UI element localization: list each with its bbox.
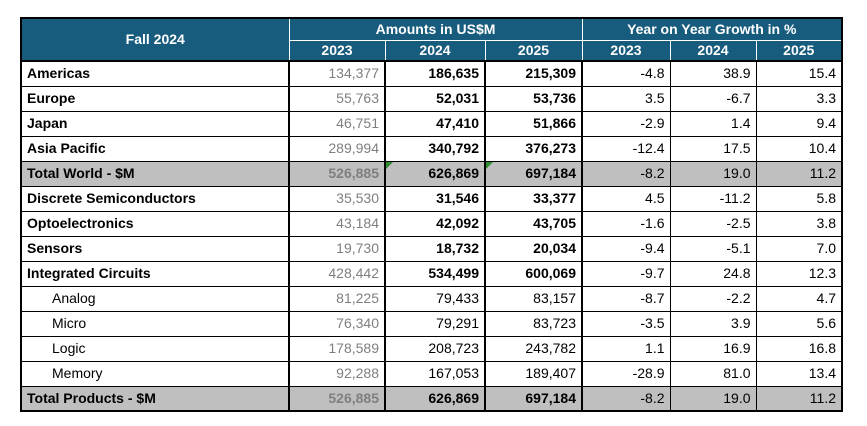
table-row xyxy=(21,61,842,86)
amount-2023-cell: 526,885 xyxy=(289,161,385,186)
row-label: Integrated Circuits xyxy=(21,261,289,286)
table-row xyxy=(21,236,842,261)
amount-2023-cell: 134,377 xyxy=(289,61,385,86)
table-row xyxy=(21,186,842,211)
amount-2025-cell: 600,069 xyxy=(485,261,582,286)
table-title: Fall 2024 xyxy=(21,18,289,61)
growth-2023-cell: -1.6 xyxy=(582,211,670,236)
row-label: Analog xyxy=(21,286,289,311)
row-label: Memory xyxy=(21,361,289,386)
row-label: Logic xyxy=(21,336,289,361)
growth-2024-cell: 38.9 xyxy=(670,61,756,86)
amount-2025-cell: 43,705 xyxy=(485,211,582,236)
growth-2025-cell: 5.8 xyxy=(756,186,842,211)
table-row xyxy=(21,136,842,161)
amount-2024-cell: 52,031 xyxy=(385,86,485,111)
growth-2024-cell: -2.2 xyxy=(670,286,756,311)
error-flag-icon xyxy=(386,162,393,169)
growth-2023-cell: 1.1 xyxy=(582,336,670,361)
row-label: Discrete Semiconductors xyxy=(21,186,289,211)
growth-2025-cell: 9.4 xyxy=(756,111,842,136)
amount-2024-cell: 626,869 xyxy=(385,386,485,411)
growth-2023-cell: -4.8 xyxy=(582,61,670,86)
table-row xyxy=(21,386,842,411)
amount-2025-cell: 376,273 xyxy=(485,136,582,161)
row-label: Asia Pacific xyxy=(21,136,289,161)
amount-2023-cell: 428,442 xyxy=(289,261,385,286)
amount-2025-cell: 189,407 xyxy=(485,361,582,386)
amount-2025-cell: 33,377 xyxy=(485,186,582,211)
row-label: Total World - $M xyxy=(21,161,289,186)
growth-2023-cell: -28.9 xyxy=(582,361,670,386)
table-row xyxy=(21,211,842,236)
growth-2024-cell: 24.8 xyxy=(670,261,756,286)
amount-2025-cell: 53,736 xyxy=(485,86,582,111)
growth-2024-cell: 16.9 xyxy=(670,336,756,361)
amount-2023-cell: 46,751 xyxy=(289,111,385,136)
amount-2023-cell: 43,184 xyxy=(289,211,385,236)
table-row xyxy=(21,311,842,336)
amount-2024-cell: 79,433 xyxy=(385,286,485,311)
amount-2025-cell: 243,782 xyxy=(485,336,582,361)
growth-2023-cell: -9.4 xyxy=(582,236,670,261)
table-row xyxy=(21,86,842,111)
amount-2025-cell: 215,309 xyxy=(485,61,582,86)
error-flag-icon xyxy=(486,162,493,169)
growth-2024-cell: 17.5 xyxy=(670,136,756,161)
growth-2023-cell: 3.5 xyxy=(582,86,670,111)
growth-2023-cell: -9.7 xyxy=(582,261,670,286)
growth-group-header: Year on Year Growth in % xyxy=(582,18,842,40)
amounts-group-header: Amounts in US$M xyxy=(289,18,582,40)
growth-2023-cell: -8.7 xyxy=(582,286,670,311)
growth-2023-cell: -12.4 xyxy=(582,136,670,161)
growth-2025-cell: 15.4 xyxy=(756,61,842,86)
amount-2024-cell: 42,092 xyxy=(385,211,485,236)
row-label: Sensors xyxy=(21,236,289,261)
amount-2023-cell: 92,288 xyxy=(289,361,385,386)
growth-2025-cell: 11.2 xyxy=(756,161,842,186)
table-header xyxy=(21,18,842,61)
table-row xyxy=(21,361,842,386)
growth-2025-cell: 12.3 xyxy=(756,261,842,286)
growth-2023-cell: -3.5 xyxy=(582,311,670,336)
growth-2024-cell: 81.0 xyxy=(670,361,756,386)
amount-2025-cell: 697,184 xyxy=(485,161,582,186)
growth-2025-cell: 16.8 xyxy=(756,336,842,361)
growth-2024-cell: -2.5 xyxy=(670,211,756,236)
growth-2025-cell: 13.4 xyxy=(756,361,842,386)
amount-2023-cell: 178,589 xyxy=(289,336,385,361)
row-label: Micro xyxy=(21,311,289,336)
amount-2024-cell: 626,869 xyxy=(385,161,485,186)
growth-2024-cell: -6.7 xyxy=(670,86,756,111)
row-label: Americas xyxy=(21,61,289,86)
amounts-year-2023-header: 2023 xyxy=(289,40,385,61)
amount-2023-cell: 55,763 xyxy=(289,86,385,111)
growth-2023-cell: 4.5 xyxy=(582,186,670,211)
amount-2023-cell: 289,994 xyxy=(289,136,385,161)
forecast-table xyxy=(20,17,843,412)
amount-2024-cell: 47,410 xyxy=(385,111,485,136)
growth-year-2023-header: 2023 xyxy=(582,40,670,61)
amount-2023-cell: 76,340 xyxy=(289,311,385,336)
amount-2025-cell: 83,723 xyxy=(485,311,582,336)
growth-year-2024-header: 2024 xyxy=(670,40,756,61)
amounts-year-2024-header: 2024 xyxy=(385,40,485,61)
amount-2023-cell: 81,225 xyxy=(289,286,385,311)
growth-2024-cell: -5.1 xyxy=(670,236,756,261)
table-row xyxy=(21,261,842,286)
amount-2025-cell: 697,184 xyxy=(485,386,582,411)
growth-2023-cell: -2.9 xyxy=(582,111,670,136)
amount-2024-cell: 186,635 xyxy=(385,61,485,86)
growth-2025-cell: 3.3 xyxy=(756,86,842,111)
growth-year-2025-header: 2025 xyxy=(756,40,842,61)
growth-2024-cell: 19.0 xyxy=(670,386,756,411)
growth-2025-cell: 7.0 xyxy=(756,236,842,261)
amount-2024-cell: 208,723 xyxy=(385,336,485,361)
amount-2024-cell: 31,546 xyxy=(385,186,485,211)
row-label: Optoelectronics xyxy=(21,211,289,236)
growth-2025-cell: 3.8 xyxy=(756,211,842,236)
table-row xyxy=(21,286,842,311)
growth-2024-cell: 19.0 xyxy=(670,161,756,186)
table-row xyxy=(21,336,842,361)
amount-2025-cell: 51,866 xyxy=(485,111,582,136)
growth-2025-cell: 4.7 xyxy=(756,286,842,311)
growth-2024-cell: 1.4 xyxy=(670,111,756,136)
amount-2024-cell: 340,792 xyxy=(385,136,485,161)
growth-2025-cell: 10.4 xyxy=(756,136,842,161)
amount-2024-cell: 534,499 xyxy=(385,261,485,286)
table-row xyxy=(21,111,842,136)
growth-2024-cell: 3.9 xyxy=(670,311,756,336)
row-label: Japan xyxy=(21,111,289,136)
amounts-year-2025-header: 2025 xyxy=(485,40,582,61)
amount-2025-cell: 20,034 xyxy=(485,236,582,261)
growth-2025-cell: 5.6 xyxy=(756,311,842,336)
row-label: Total Products - $M xyxy=(21,386,289,411)
growth-2023-cell: -8.2 xyxy=(582,386,670,411)
growth-2025-cell: 11.2 xyxy=(756,386,842,411)
amount-2024-cell: 79,291 xyxy=(385,311,485,336)
row-label: Europe xyxy=(21,86,289,111)
amount-2023-cell: 35,530 xyxy=(289,186,385,211)
amount-2024-cell: 18,732 xyxy=(385,236,485,261)
amount-2025-cell: 83,157 xyxy=(485,286,582,311)
amount-2024-cell: 167,053 xyxy=(385,361,485,386)
growth-2023-cell: -8.2 xyxy=(582,161,670,186)
growth-2024-cell: -11.2 xyxy=(670,186,756,211)
amount-2023-cell: 19,730 xyxy=(289,236,385,261)
table-row xyxy=(21,161,842,186)
amount-2023-cell: 526,885 xyxy=(289,386,385,411)
table-body xyxy=(21,61,842,411)
